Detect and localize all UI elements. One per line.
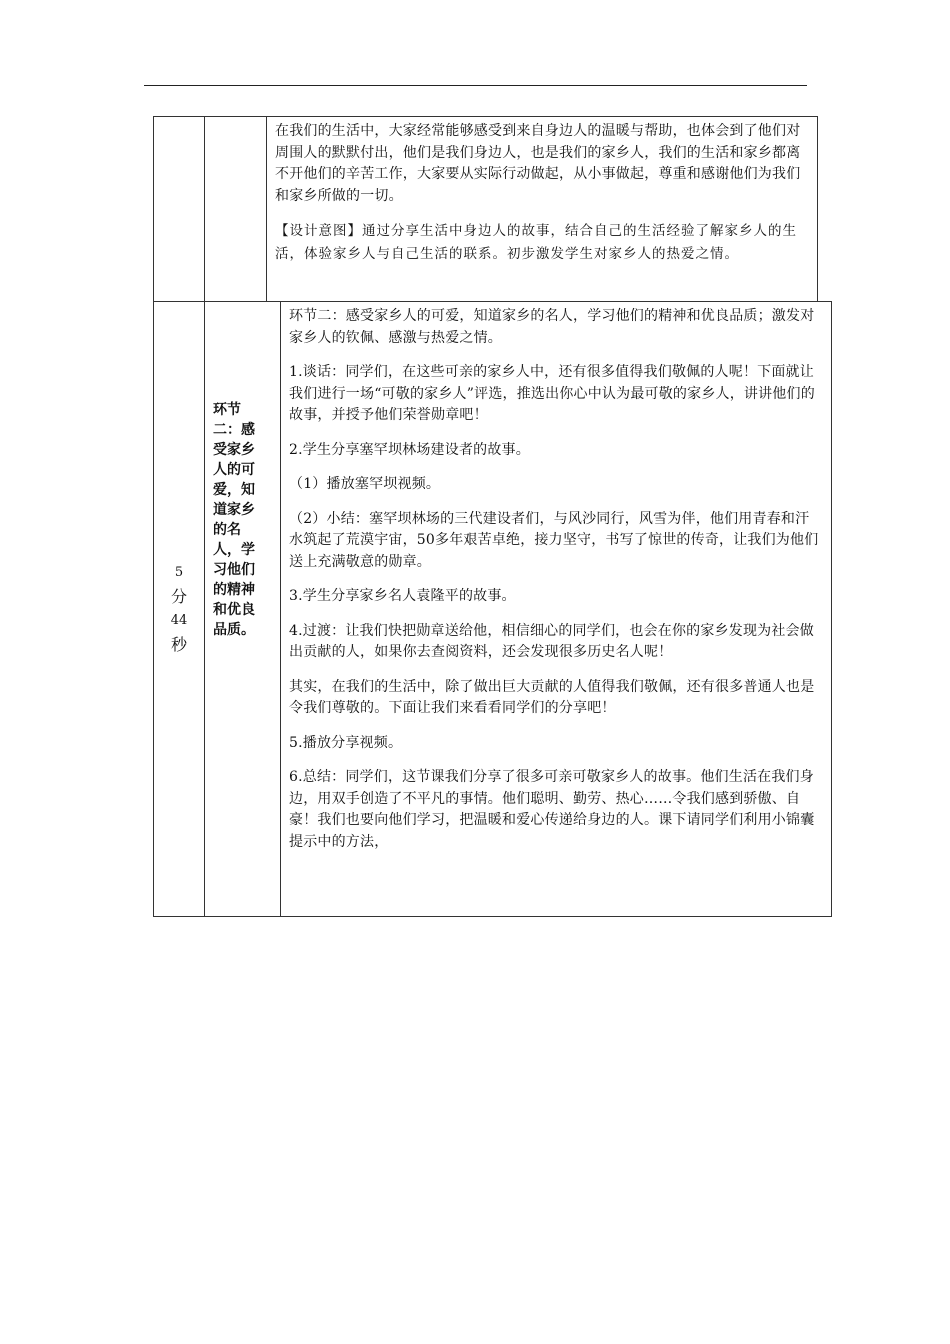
duration-minutes: 5 — [174, 565, 184, 580]
header-rule — [144, 85, 807, 86]
time-cell-empty — [154, 117, 205, 302]
content-cell — [281, 302, 832, 917]
stage-cell-empty — [205, 117, 267, 302]
paragraph: 2.学生分享塞罕坝林场建设者的故事。 — [289, 441, 530, 458]
lesson-table-row-1 — [153, 116, 818, 302]
paragraph: 4.过渡：让我们快把勋章送给他，相信细心的同学们，也会在你的家乡发现为社会做出贡献的人，如果你去查阅资料，还会发现很多历史名人呢！ — [289, 622, 814, 660]
duration — [154, 561, 204, 657]
paragraph: 其实，在我们的生活中，除了做出巨大贡献的人值得我们敬佩，还有很多普通人也是令我们尊敬的。下面让我们来看看同学们的分享吧！ — [289, 678, 815, 716]
design-intent: 【设计意图】通过分享生活中身边人的故事，结合自己的生活经验了解家乡人的生活，体验家乡人与自己生活的联系。初步激发学生对家乡人的热爱之情。 — [275, 223, 797, 262]
duration-second-unit: 秒 — [170, 635, 187, 654]
paragraph: （2）小结：塞罕坝林场的三代建设者们，与风沙同行，风雪为伴，他们用青春和汗水筑起了荒漠宇宙，50多年艰苦卓绝，接力坚守，书写了惊世的传奇，让我们为他们送上充满敬意的勋章。 — [289, 510, 819, 570]
paragraph: 环节二：感受家乡人的可爱，知道家乡的名人，学习他们的精神和优良品质；激发对家乡人的钦佩、感激与热爱之情。 — [289, 308, 815, 346]
paragraph: 6.总结：同学们，这节课我们分享了很多可亲可敬家乡人的故事。他们生活在我们身边，用双手创造了不平凡的事情。他们聪明、勤劳、热心……令我们感到骄傲、自豪！我们也要向他们学习，把温暖和爱心传递给身边的人。课下请同学们利用小锦囊提示中的方法， — [289, 769, 815, 850]
duration-minute-unit: 分 — [170, 587, 187, 606]
paragraph: 1.谈话：同学们，在这些可亲的家乡人中，还有很多值得我们敬佩的人呢！下面就让我们进行一场“可敬的家乡人”评选，推选出你心中认为最可敬的家乡人，讲讲他们的故事，并授予他们荣誉勋章吧！ — [289, 364, 815, 423]
time-cell — [154, 302, 205, 917]
duration-seconds: 44 — [170, 613, 188, 628]
paragraph: 3.学生分享家乡名人袁隆平的故事。 — [289, 588, 516, 604]
content-cell — [267, 117, 818, 302]
stage-cell — [205, 302, 281, 917]
stage-title: 环节二：感受家乡人的可爱，知道家乡的名人，学习他们的精神和优良品质。 — [213, 402, 255, 638]
paragraph: （1）播放塞罕坝视频。 — [289, 476, 441, 492]
paragraph: 在我们的生活中，大家经常能够感受到来自身边人的温暖与帮助，也体会到了他们对周围人的默默付出，他们是我们身边人，也是我们的家乡人，我们的生活和家乡都离不开他们的辛苦工作，大家要从实际行动做起，从小事做起，尊重和感谢他们为我们和家乡所做的一切。 — [275, 123, 801, 204]
paragraph: 5.播放分享视频。 — [289, 734, 403, 751]
lesson-table-row-2 — [153, 301, 832, 917]
